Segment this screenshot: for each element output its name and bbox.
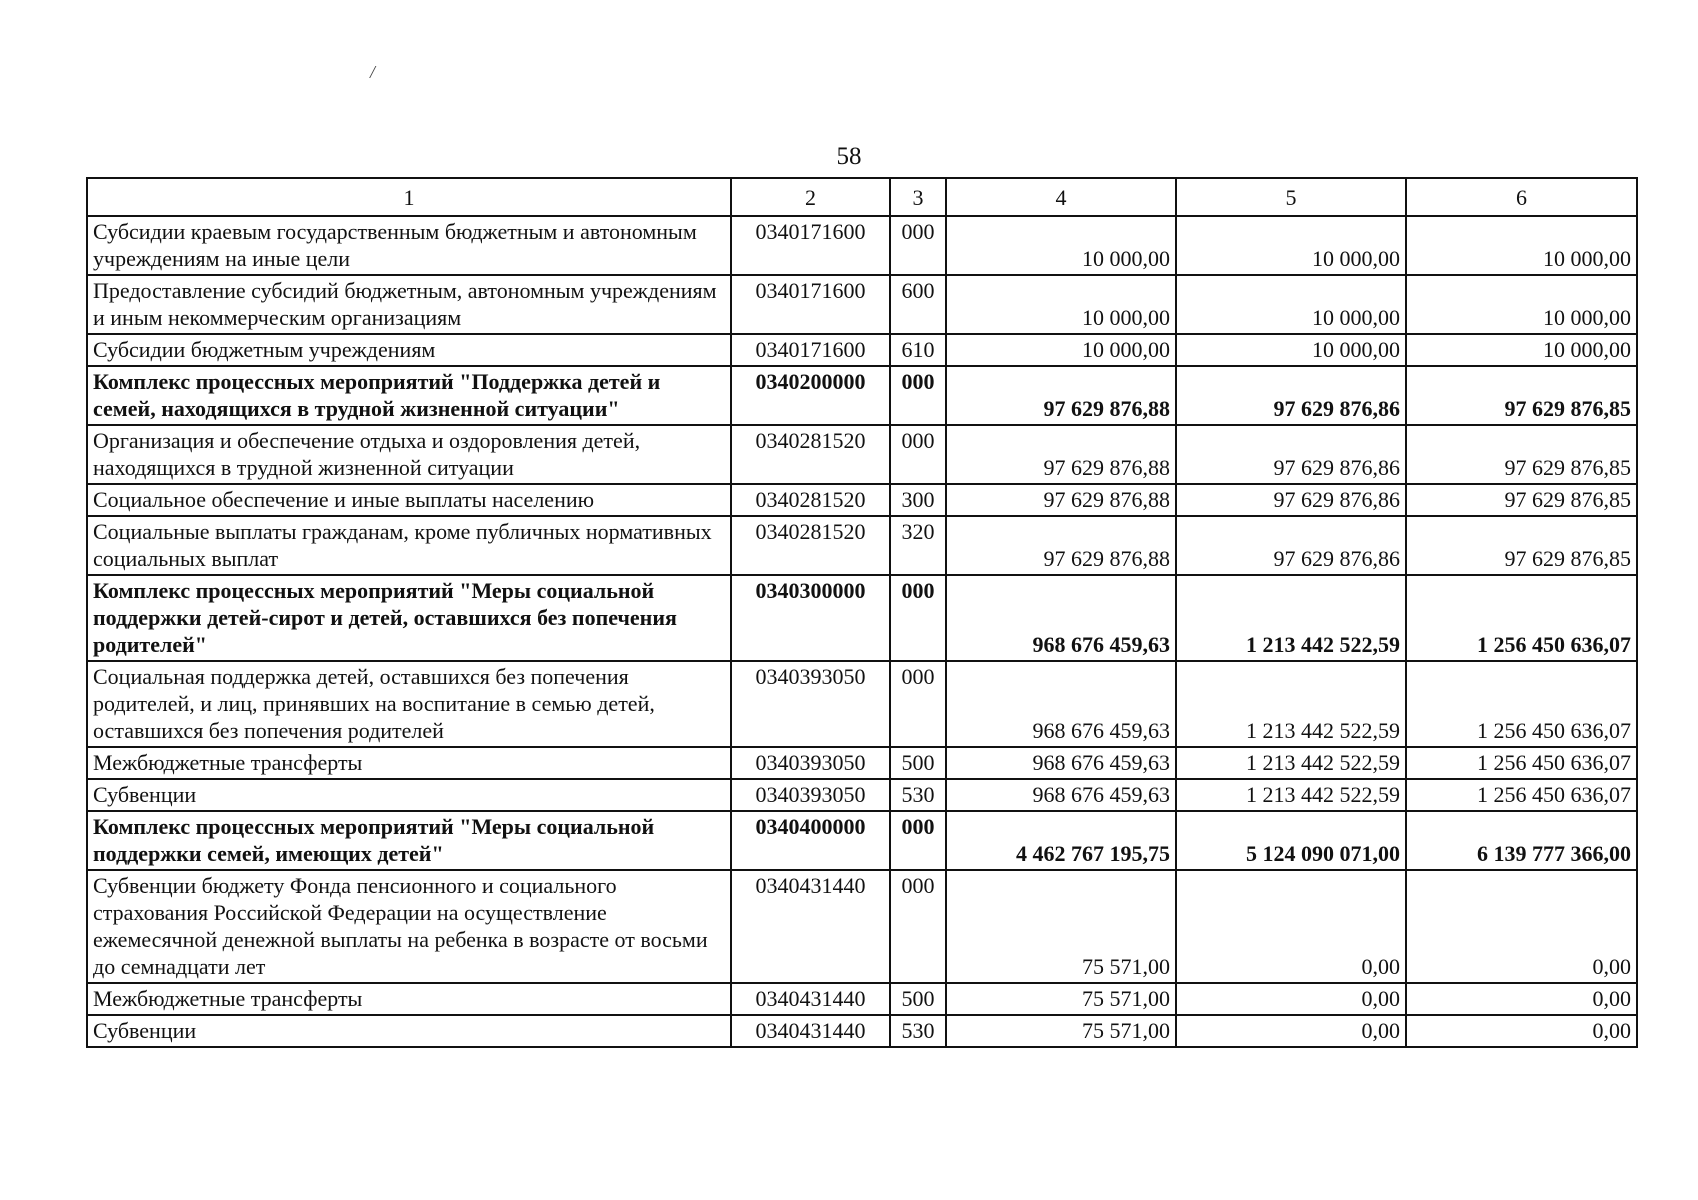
- row-value-5: 1 213 442 522,59: [1176, 747, 1406, 779]
- row-name: Комплекс процессных мероприятий "Поддержка детей и семей, находящихся в трудной жизненной ситуации": [87, 366, 731, 425]
- row-type: 000: [890, 870, 946, 983]
- row-name: Социальные выплаты гражданам, кроме публичных нормативных социальных выплат: [87, 516, 731, 575]
- row-code: 0340300000: [731, 575, 890, 661]
- table-row: [87, 779, 1637, 811]
- stray-mark: /: [370, 62, 376, 82]
- row-value-6: 6 139 777 366,00: [1406, 811, 1637, 870]
- table-row: [87, 870, 1637, 983]
- row-value-5: 97 629 876,86: [1176, 425, 1406, 484]
- row-value-4: 10 000,00: [946, 275, 1176, 334]
- row-value-6: 0,00: [1406, 983, 1637, 1015]
- row-code: 0340200000: [731, 366, 890, 425]
- table-row: [87, 216, 1637, 275]
- row-code: 0340400000: [731, 811, 890, 870]
- row-code: 0340431440: [731, 1015, 890, 1047]
- column-header-6: 6: [1406, 178, 1637, 216]
- row-value-4: 75 571,00: [946, 1015, 1176, 1047]
- table-row: [87, 811, 1637, 870]
- row-type: 000: [890, 811, 946, 870]
- row-type: 500: [890, 747, 946, 779]
- row-value-5: 97 629 876,86: [1176, 366, 1406, 425]
- row-name: Социальное обеспечение и иные выплаты населению: [87, 484, 731, 516]
- row-value-6: 97 629 876,85: [1406, 516, 1637, 575]
- table-row: [87, 366, 1637, 425]
- row-code: 0340281520: [731, 425, 890, 484]
- row-code: 0340431440: [731, 983, 890, 1015]
- row-value-4: 10 000,00: [946, 216, 1176, 275]
- row-value-4: 97 629 876,88: [946, 366, 1176, 425]
- row-type: 500: [890, 983, 946, 1015]
- row-code: 0340281520: [731, 516, 890, 575]
- budget-table: [86, 177, 1638, 1048]
- row-name: Субвенции бюджету Фонда пенсионного и социального страхования Российской Федерации на осуществление ежемесячной денежной выплаты на ребенка в возрасте от восьми до семнадцати лет: [87, 870, 731, 983]
- row-name: Субсидии краевым государственным бюджетным и автономным учреждениям на иные цели: [87, 216, 731, 275]
- table-row: [87, 661, 1637, 747]
- row-code: 0340393050: [731, 779, 890, 811]
- column-header-2: 2: [731, 178, 890, 216]
- row-name: Социальная поддержка детей, оставшихся без попечения родителей, и лиц, принявших на воспитание в семью детей, оставшихся без попечения родителей: [87, 661, 731, 747]
- row-value-6: 97 629 876,85: [1406, 366, 1637, 425]
- table-row: [87, 983, 1637, 1015]
- row-value-5: 0,00: [1176, 983, 1406, 1015]
- column-header-3: 3: [890, 178, 946, 216]
- row-value-5: 10 000,00: [1176, 334, 1406, 366]
- row-code: 0340281520: [731, 484, 890, 516]
- row-type: 000: [890, 216, 946, 275]
- table-row: [87, 747, 1637, 779]
- row-name: Организация и обеспечение отдыха и оздоровления детей, находящихся в трудной жизненной ситуации: [87, 425, 731, 484]
- row-type: 530: [890, 1015, 946, 1047]
- row-value-5: 1 213 442 522,59: [1176, 779, 1406, 811]
- table-row: [87, 516, 1637, 575]
- row-type: 000: [890, 661, 946, 747]
- row-code: 0340171600: [731, 216, 890, 275]
- table-row: [87, 575, 1637, 661]
- row-value-5: 5 124 090 071,00: [1176, 811, 1406, 870]
- row-name: Предоставление субсидий бюджетным, автономным учреждениям и иным некоммерческим организациям: [87, 275, 731, 334]
- row-value-6: 1 256 450 636,07: [1406, 779, 1637, 811]
- row-type: 000: [890, 366, 946, 425]
- row-value-4: 10 000,00: [946, 334, 1176, 366]
- column-header-1: 1: [87, 178, 731, 216]
- row-type: 530: [890, 779, 946, 811]
- row-code: 0340393050: [731, 747, 890, 779]
- row-code: 0340171600: [731, 275, 890, 334]
- row-name: Межбюджетные трансферты: [87, 983, 731, 1015]
- row-type: 600: [890, 275, 946, 334]
- row-type: 610: [890, 334, 946, 366]
- row-value-6: 1 256 450 636,07: [1406, 747, 1637, 779]
- row-value-5: 97 629 876,86: [1176, 484, 1406, 516]
- row-value-6: 1 256 450 636,07: [1406, 575, 1637, 661]
- row-type: 000: [890, 425, 946, 484]
- row-name: Субвенции: [87, 779, 731, 811]
- table-row: [87, 425, 1637, 484]
- row-value-4: 4 462 767 195,75: [946, 811, 1176, 870]
- table-row: [87, 334, 1637, 366]
- row-name: Субвенции: [87, 1015, 731, 1047]
- table-row: [87, 1015, 1637, 1047]
- row-value-6: 10 000,00: [1406, 216, 1637, 275]
- row-value-5: 1 213 442 522,59: [1176, 575, 1406, 661]
- row-value-5: 1 213 442 522,59: [1176, 661, 1406, 747]
- row-value-5: 10 000,00: [1176, 275, 1406, 334]
- page-number: 58: [836, 143, 862, 170]
- row-type: 300: [890, 484, 946, 516]
- row-value-4: 968 676 459,63: [946, 575, 1176, 661]
- row-code: 0340171600: [731, 334, 890, 366]
- row-value-6: 97 629 876,85: [1406, 484, 1637, 516]
- row-value-4: 968 676 459,63: [946, 747, 1176, 779]
- row-value-4: 97 629 876,88: [946, 516, 1176, 575]
- row-value-5: 97 629 876,86: [1176, 516, 1406, 575]
- row-value-4: 75 571,00: [946, 870, 1176, 983]
- row-value-5: 0,00: [1176, 1015, 1406, 1047]
- row-value-4: 968 676 459,63: [946, 779, 1176, 811]
- row-value-4: 75 571,00: [946, 983, 1176, 1015]
- row-value-4: 968 676 459,63: [946, 661, 1176, 747]
- row-value-6: 10 000,00: [1406, 334, 1637, 366]
- table-row: [87, 484, 1637, 516]
- table-row: [87, 275, 1637, 334]
- row-value-5: 10 000,00: [1176, 216, 1406, 275]
- row-name: Межбюджетные трансферты: [87, 747, 731, 779]
- row-code: 0340393050: [731, 661, 890, 747]
- row-value-6: 0,00: [1406, 1015, 1637, 1047]
- row-type: 000: [890, 575, 946, 661]
- row-code: 0340431440: [731, 870, 890, 983]
- row-value-5: 0,00: [1176, 870, 1406, 983]
- row-value-4: 97 629 876,88: [946, 425, 1176, 484]
- column-header-5: 5: [1176, 178, 1406, 216]
- row-value-4: 97 629 876,88: [946, 484, 1176, 516]
- row-name: Субсидии бюджетным учреждениям: [87, 334, 731, 366]
- header-row: [87, 178, 1637, 216]
- row-value-6: 1 256 450 636,07: [1406, 661, 1637, 747]
- row-value-6: 0,00: [1406, 870, 1637, 983]
- row-value-6: 10 000,00: [1406, 275, 1637, 334]
- row-type: 320: [890, 516, 946, 575]
- row-value-6: 97 629 876,85: [1406, 425, 1637, 484]
- row-name: Комплекс процессных мероприятий "Меры социальной поддержки детей-сирот и детей, оставшихся без попечения родителей": [87, 575, 731, 661]
- column-header-4: 4: [946, 178, 1176, 216]
- row-name: Комплекс процессных мероприятий "Меры социальной поддержки семей, имеющих детей": [87, 811, 731, 870]
